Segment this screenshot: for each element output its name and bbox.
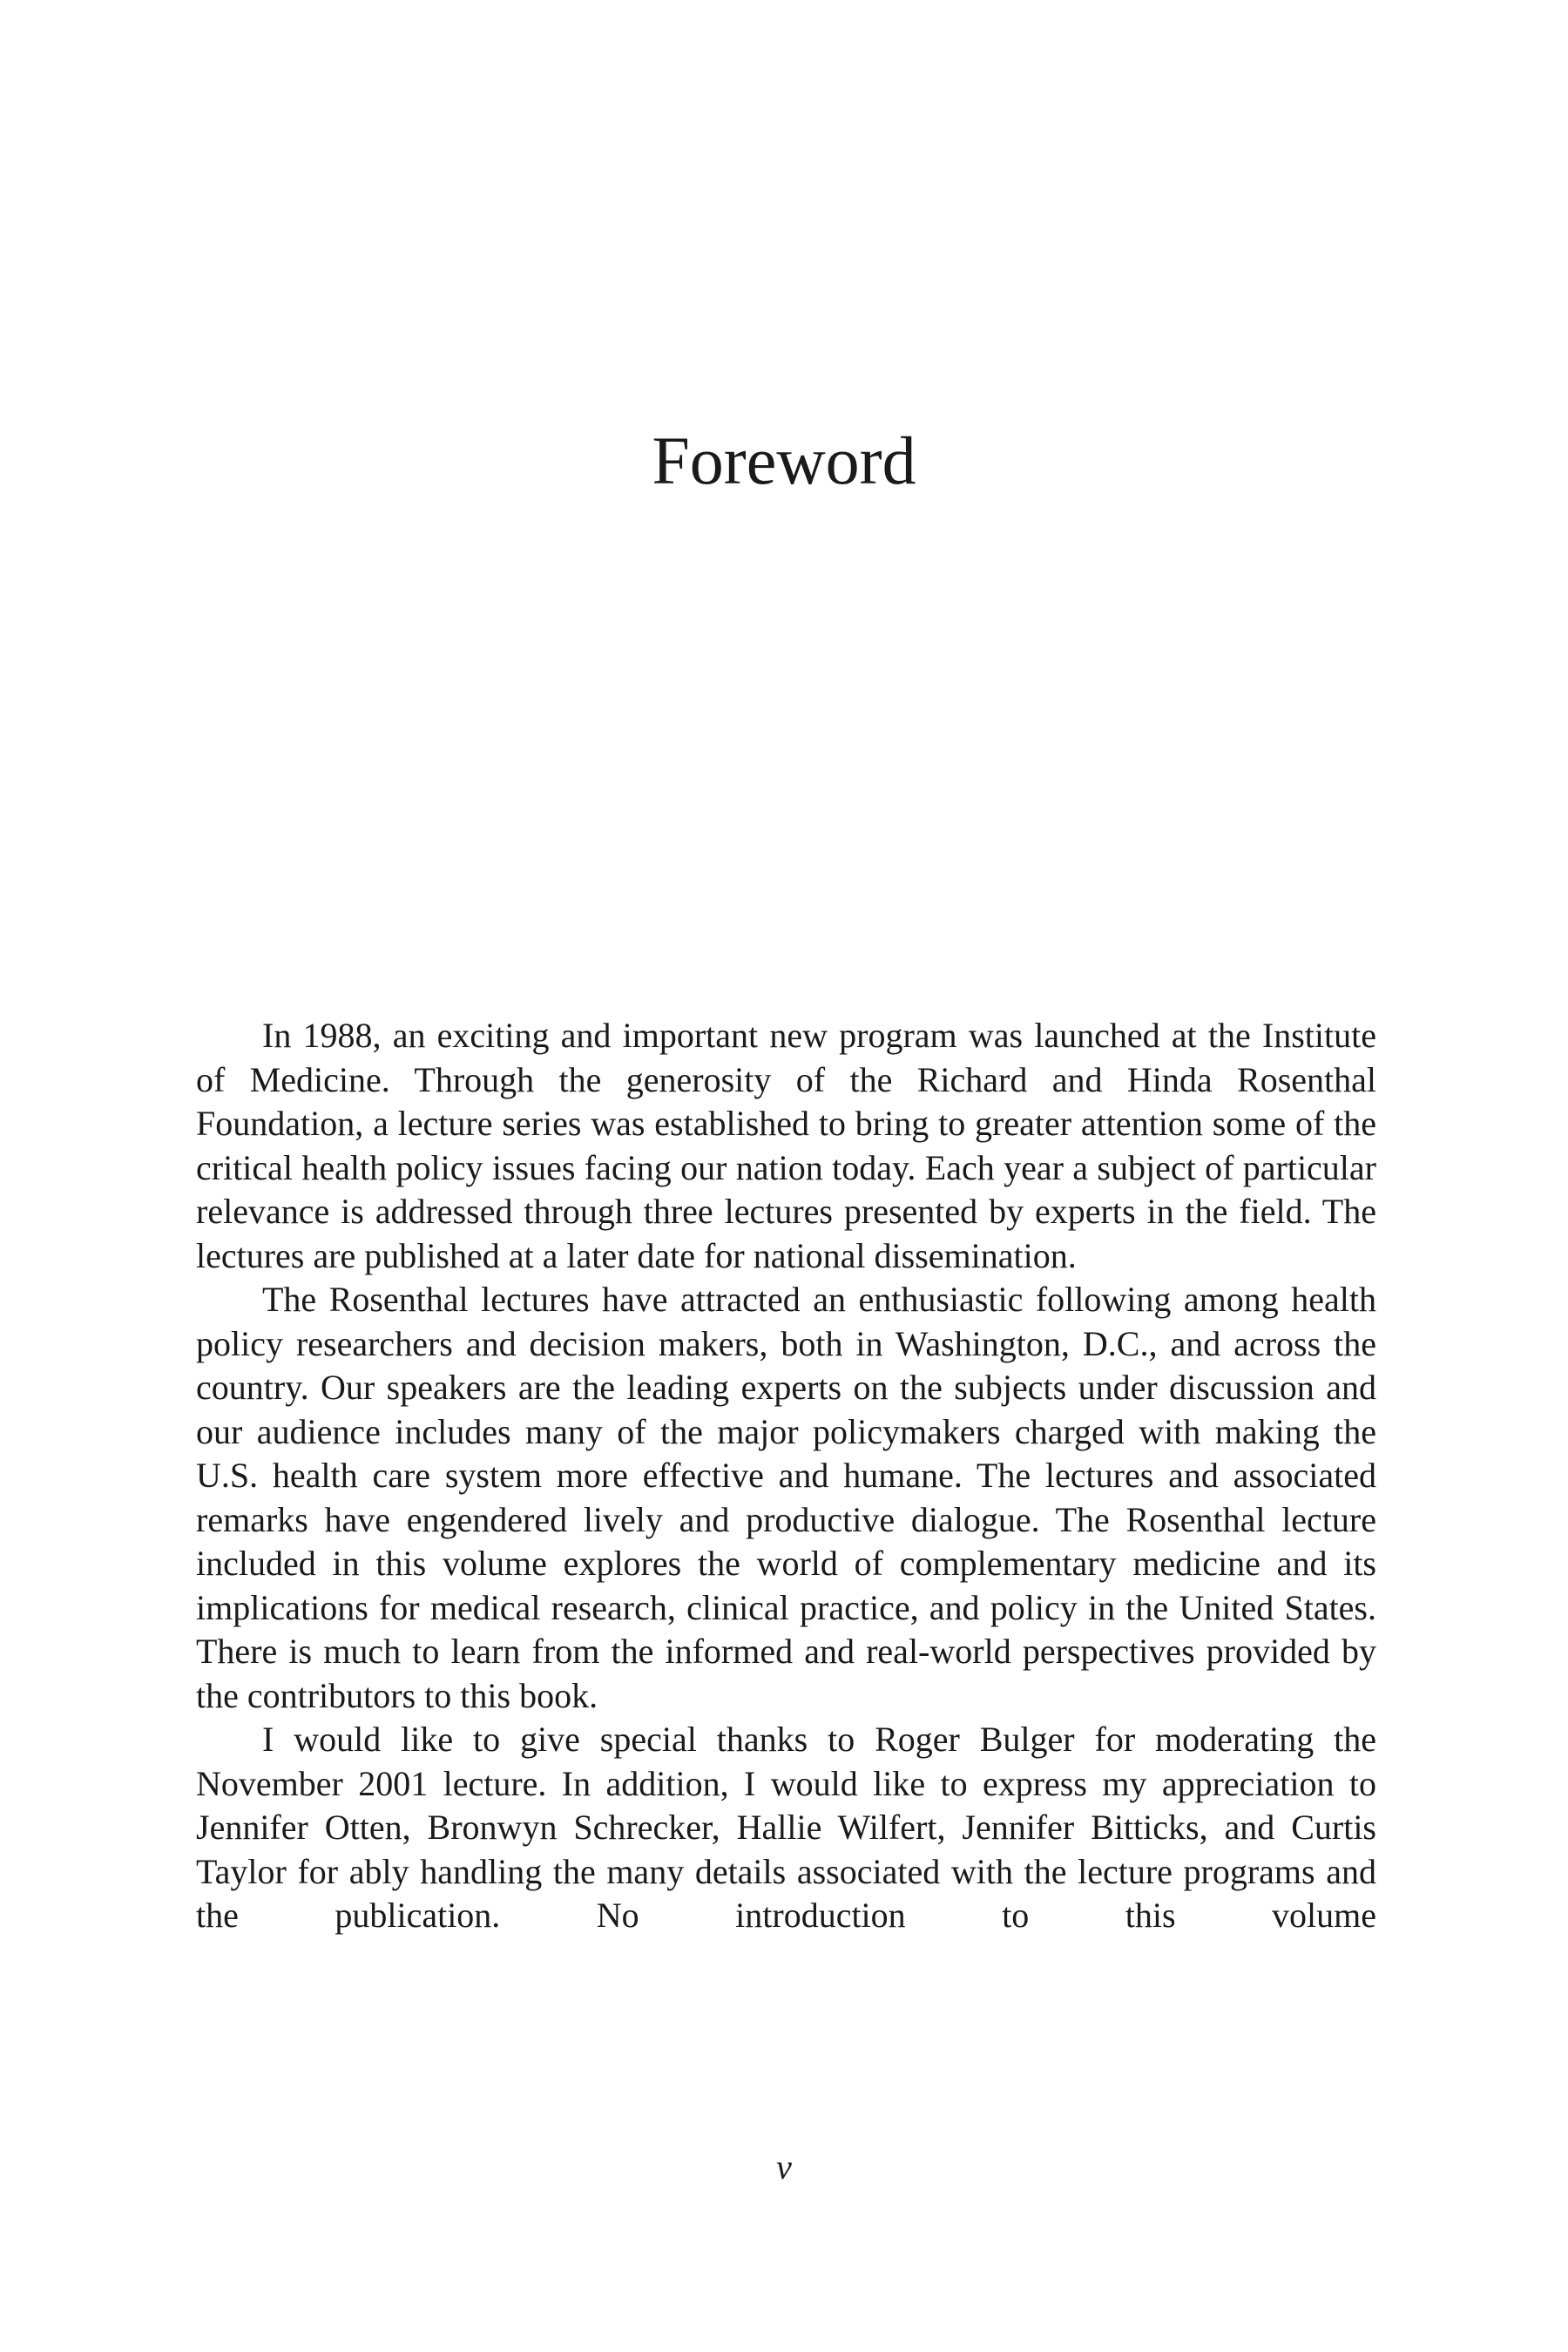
paragraph-3: I would like to give special thanks to Roger Bulger for moderating the November 2001 lecture. In addition, I would like to express my appreciation to Jennifer Otten, Bronwyn Schrecker, Hallie Wilfert, Jennifer Bitticks, and Curtis Taylor for ably handling the many details associated with the lecture programs and the publication. No introduction to this volume — [196, 1720, 1376, 1935]
paragraph-2: The Rosenthal lectures have attracted an enthusiastic following among health policy researchers and decision makers, both in Washington, D.C., and across the country. Our speakers are the leading experts on the subjects under discussion and our audience includes many of the major policymakers charged with making the U.S. health care system more effective and humane. The lectures and associated remarks have engendered lively and productive dialogue. The Rosenthal lecture included in this volume explores the world of complementary medicine and its implications for medical research, clinical practice, and policy in the United States. There is much to learn from the informed and real-world perspectives provided by the contributors to this book. — [196, 1280, 1376, 1715]
page-title: Foreword — [652, 422, 916, 498]
page-number: v — [776, 2147, 792, 2186]
foreword-body — [196, 1014, 1376, 1938]
paragraph-1: In 1988, an exciting and important new program was launched at the Institute of Medicine. Through the generosity of the Richard and Hinda Rosenthal Foundation, a lecture series was established to bring to greater attention some of the critical health policy issues facing our nation today. Each year a subject of particular relevance is addressed through three lectures presented by experts in the field. The lectures are published at a later date for national dissemination. — [196, 1016, 1376, 1275]
